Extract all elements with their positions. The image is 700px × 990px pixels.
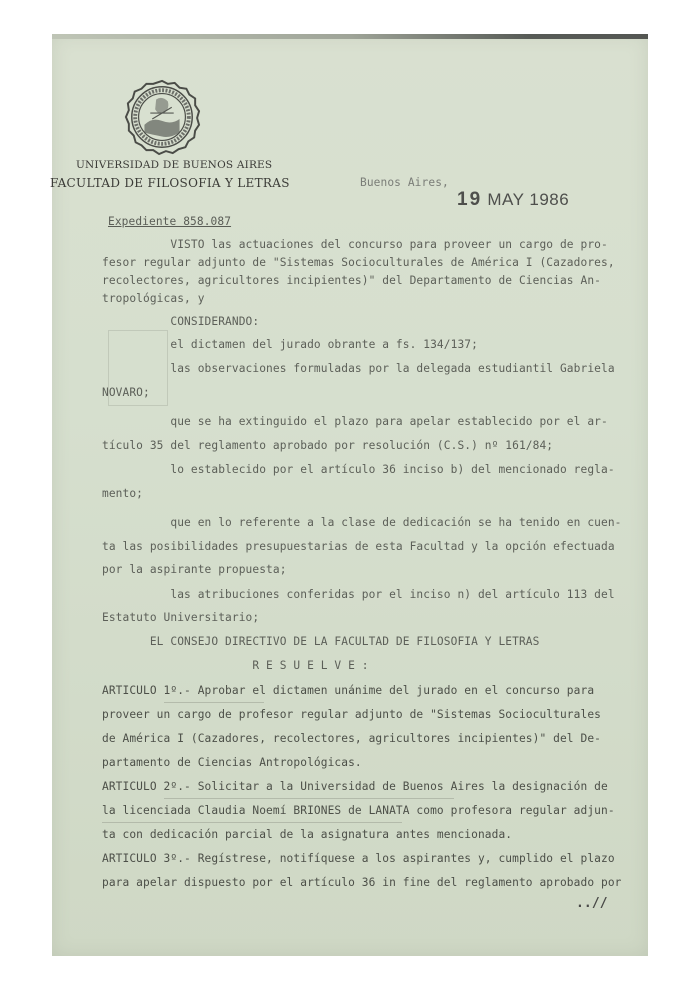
article-1-line: proveer un cargo de profesor regular adjunto de "Sistemas Socioculturales: [102, 708, 601, 721]
body-line: las atribuciones conferidas por el inciso n) del artículo 113 del: [102, 588, 615, 601]
body-line: por la aspirante propuesta;: [102, 563, 287, 576]
body-line: el dictamen del jurado obrante a fs. 134/137;: [102, 338, 478, 351]
page-top-edge: [52, 34, 648, 39]
body-line: tículo 35 del reglamento aprobado por resolución (C.S.) nº 161/84;: [102, 439, 554, 452]
article-3-line: ARTICULO 3º.- Regístrese, notifíquese a los aspirantes y, cumplido el plazo: [102, 852, 615, 865]
faculty-name: FACULTAD DE FILOSOFIA Y LETRAS: [50, 176, 290, 190]
consejo-heading: EL CONSEJO DIRECTIVO DE LA FACULTAD DE FILOSOFIA Y LETRAS: [102, 635, 540, 648]
body-line: ta las posibilidades presupuestarias de esta Facultad y la opción efectuada: [102, 540, 615, 553]
body-line: NOVARO;: [102, 386, 150, 399]
considerando-heading: CONSIDERANDO:: [102, 315, 260, 328]
article-3-line: para apelar dispuesto por el artículo 36 in fine del reglamento aprobado por: [102, 876, 622, 889]
body-line: tropológicas, y: [102, 292, 205, 305]
body-line: mento;: [102, 487, 144, 500]
body-line: que se ha extinguido el plazo para apelar establecido por el ar-: [102, 415, 608, 428]
article-2-line: ta con dedicación parcial de la asignatura antes mencionada.: [102, 828, 513, 841]
continuation-mark: ..//: [576, 896, 608, 911]
body-line: que en lo referente a la clase de dedicación se ha tenido en cuen-: [102, 516, 622, 529]
body-line: recolectores, agricultores incipientes)" del Departamento de Ciencias An-: [102, 274, 601, 287]
date-month-year: MAY 1986: [487, 190, 570, 209]
place-label: Buenos Aires,: [360, 176, 449, 189]
body-line: fesor regular adjunto de "Sistemas Socioculturales de América I (Cazadores,: [102, 256, 615, 269]
university-seal-icon: [123, 78, 201, 156]
body-line: las observaciones formuladas por la delegada estudiantil Gabriela: [102, 362, 615, 375]
pencil-underline: [164, 798, 454, 799]
body-line: Estatuto Universitario;: [102, 611, 260, 624]
pencil-underline: [164, 702, 264, 703]
pencil-underline: [102, 822, 402, 823]
date-day: 19: [457, 189, 483, 210]
article-1-line: ARTICULO 1º.- Aprobar el dictamen unánime del jurado en el concurso para: [102, 684, 595, 697]
article-1-line: de América I (Cazadores, recolectores, agricultores incipientes)" del De-: [102, 732, 601, 745]
document-page: [52, 34, 648, 956]
resuelve-heading: R E S U E L V E :: [102, 659, 369, 672]
article-2-line: la licenciada Claudia Noemí BRIONES de LANATA como profesora regular adjun-: [102, 804, 615, 817]
article-1-line: partamento de Ciencias Antropológicas.: [102, 756, 362, 769]
article-2-line: ARTICULO 2º.- Solicitar a la Universidad de Buenos Aires la designación de: [102, 780, 608, 793]
date-stamp: [457, 189, 569, 211]
university-name: UNIVERSIDAD DE BUENOS AIRES: [76, 159, 273, 171]
body-line: VISTO las actuaciones del concurso para proveer un cargo de pro-: [102, 238, 608, 251]
body-line: lo establecido por el artículo 36 inciso b) del mencionado regla-: [102, 463, 615, 476]
expediente-number: Expediente 858.087: [108, 215, 232, 228]
